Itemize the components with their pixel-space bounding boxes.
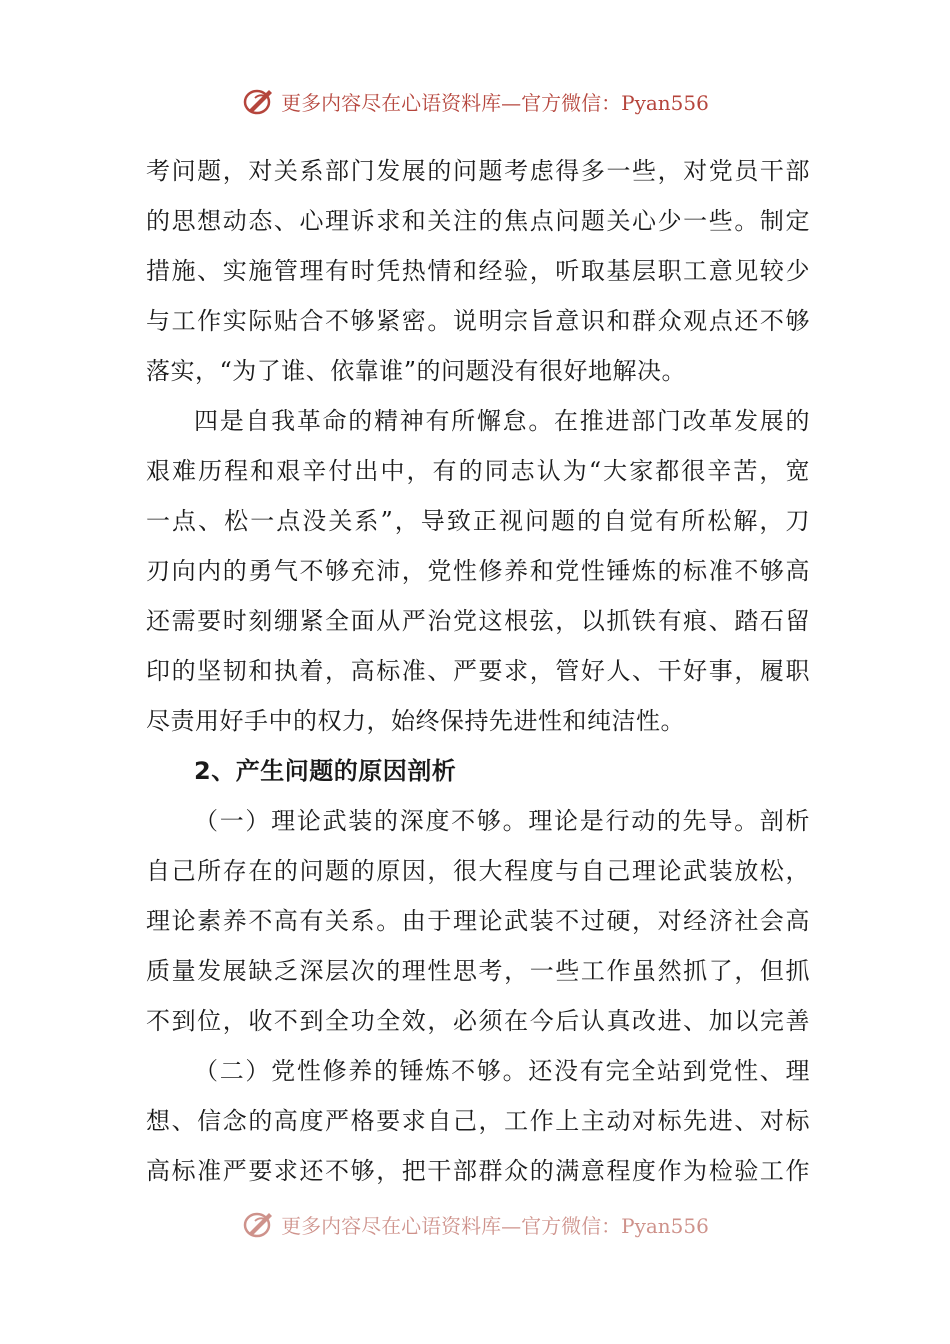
text-line: （二）党性修养的锤炼不够。还没有完全站到党性、理 (194, 1057, 810, 1085)
text-line: （一）理论武装的深度不够。理论是行动的先导。剖析 (194, 807, 810, 835)
document-body (146, 146, 810, 1196)
text-line: 尽责用好手中的权力，始终保持先进性和纯洁性。 (146, 707, 685, 735)
section-heading: 2、产生问题的原因剖析 (194, 757, 457, 785)
text-line: 落实，“为了谁、依靠谁”的问题没有很好地解决。 (146, 357, 687, 385)
text-line: 理论素养不高有关系。由于理论武装不过硬，对经济社会高 (146, 907, 810, 935)
text-line: 考问题，对关系部门发展的问题考虑得多一些，对党员干部 (146, 157, 810, 185)
text-line: 与工作实际贴合不够紧密。说明宗旨意识和群众观点还不够 (146, 307, 810, 335)
text-line: 措施、实施管理有时凭热情和经验，听取基层职工意见较少 (146, 257, 810, 285)
text-line: 刃向内的勇气不够充沛，党性修养和党性锤炼的标准不够高 (146, 557, 810, 585)
text-line: 四是自我革命的精神有所懈怠。在推进部门改革发展的 (194, 407, 810, 435)
text-line: 还需要时刻绷紧全面从严治党这根弦，以抓铁有痕、踏石留 (146, 607, 810, 635)
watermark-header (0, 84, 950, 118)
text-line: 自己所存在的问题的原因，很大程度与自己理论武装放松， (146, 857, 810, 885)
pen-logo-icon (241, 84, 277, 118)
text-line: 不到位，收不到全功全效，必须在今后认真改进、加以完善 (146, 1007, 810, 1035)
text-line: 艰难历程和艰辛付出中，有的同志认为“大家都很辛苦，宽 (146, 457, 810, 485)
watermark-text: 更多内容尽在心语资料库—官方微信：Pyan556 (281, 1213, 709, 1238)
watermark-footer (0, 1207, 950, 1241)
text-line: 一点、松一点没关系”，导致正视问题的自觉有所松解，刀 (146, 507, 810, 535)
text-line: 高标准严要求还不够，把干部群众的满意程度作为检验工作 (146, 1157, 810, 1185)
watermark-text: 更多内容尽在心语资料库—官方微信：Pyan556 (281, 90, 709, 115)
text-line: 想、信念的高度严格要求自己，工作上主动对标先进、对标 (146, 1107, 810, 1135)
text-line: 的思想动态、心理诉求和关注的焦点问题关心少一些。制定 (146, 207, 810, 235)
text-line: 印的坚韧和执着，高标准、严要求，管好人、干好事，履职 (146, 657, 810, 685)
text-line: 质量发展缺乏深层次的理性思考，一些工作虽然抓了，但抓 (146, 957, 810, 985)
pen-logo-icon (241, 1207, 277, 1241)
